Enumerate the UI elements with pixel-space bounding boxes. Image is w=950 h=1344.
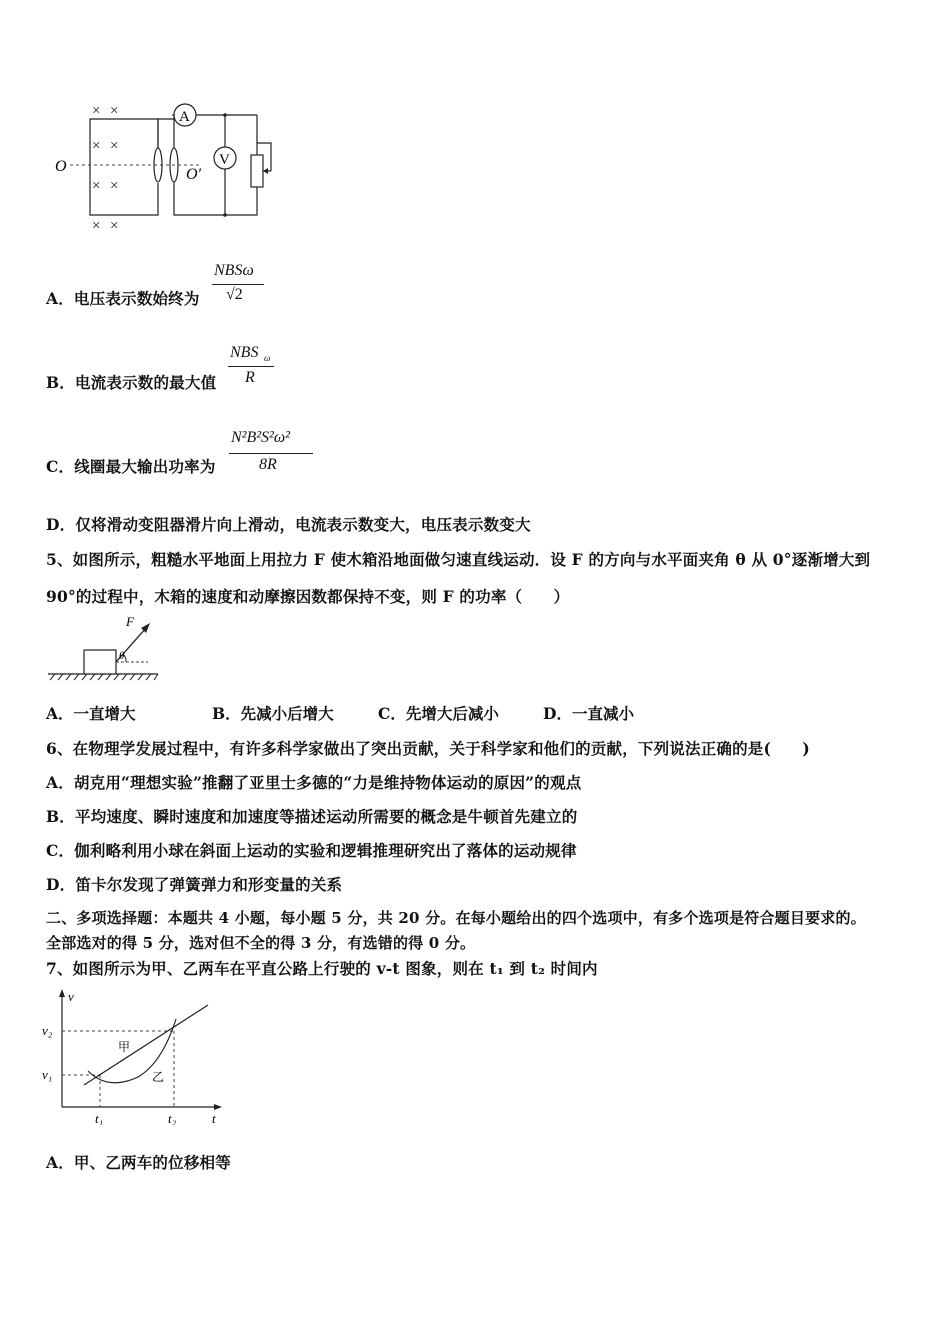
q5-stem-line1: 5、如图所示，粗糙水平地面上用拉力 F 使木箱沿地面做匀速直线运动．设 F 的方向与水平面夹角 θ 从 0°逐渐增大到 bbox=[46, 550, 871, 569]
label-F: F bbox=[126, 614, 134, 629]
formula-denominator: √2 bbox=[226, 286, 243, 303]
option-4b: B．电流表示数的最大值 bbox=[46, 373, 217, 392]
label-t2: t₂ bbox=[168, 1111, 177, 1125]
magnetic-field-crosses bbox=[92, 103, 118, 234]
q6-stem: 6、在物理学发展过程中，有许多科学家做出了突出贡献，关于科学家和他们的贡献，下列说法正确的是( ) bbox=[46, 739, 810, 758]
formula-subscript: ω bbox=[264, 353, 271, 363]
option-7a: A．甲、乙两车的位移相等 bbox=[46, 1153, 231, 1172]
box-force-diagram bbox=[46, 614, 166, 684]
option-5b: B．先减小后增大 bbox=[212, 704, 334, 723]
option-6d: D．笛卡尔发现了弹簧弹力和形变量的关系 bbox=[46, 875, 343, 894]
formula-4c bbox=[229, 429, 319, 477]
cross-mark: × bbox=[110, 218, 119, 234]
option-5c: C．先增大后减小 bbox=[378, 704, 499, 723]
cross-mark: × bbox=[110, 178, 119, 194]
option-4a: A．电压表示数始终为 bbox=[46, 289, 200, 308]
cross-mark: × bbox=[92, 103, 101, 119]
ammeter-label: A bbox=[179, 109, 190, 125]
q7-stem: 7、如图所示为甲、乙两车在平直公路上行驶的 v-t 图象，则在 t₁ 到 t₂ 时间内 bbox=[46, 959, 598, 978]
circuit-diagram bbox=[50, 95, 290, 240]
formula-numerator: NBS bbox=[230, 344, 259, 361]
cross-mark: × bbox=[110, 103, 119, 119]
label-O: O bbox=[55, 158, 67, 175]
cross-mark: × bbox=[92, 178, 101, 194]
label-t1: t₁ bbox=[95, 1111, 104, 1125]
option-6b: B．平均速度、瞬时速度和加速度等描述运动所需要的概念是牛顿首先建立的 bbox=[46, 807, 578, 826]
formula-denominator: 8R bbox=[259, 456, 277, 473]
coil-loop bbox=[90, 119, 158, 215]
option-5d: D．一直减小 bbox=[543, 704, 634, 723]
option-6c: C．伽利略利用小球在斜面上运动的实验和逻辑推理研究出了落体的运动规律 bbox=[46, 841, 577, 860]
label-v1: v₁ bbox=[42, 1067, 53, 1082]
cross-mark: × bbox=[92, 138, 101, 154]
vt-graph bbox=[40, 985, 230, 1125]
option-6a: A．胡克用“理想实验”推翻了亚里士多德的“力是维持物体运动的原因”的观点 bbox=[46, 773, 582, 792]
formula-denominator: R bbox=[245, 369, 255, 386]
formula-4b bbox=[228, 344, 284, 392]
section2-heading-line2: 全部选对的得 5 分，选对但不全的得 3 分，有选错的得 0 分。 bbox=[46, 934, 476, 952]
formula-numerator: NBSω bbox=[214, 262, 254, 279]
option-5a: A．一直增大 bbox=[46, 704, 136, 723]
option-4d: D．仅将滑动变阻器滑片向上滑动，电流表示数变大，电压表示数变大 bbox=[46, 515, 531, 534]
option-4c: C．线圈最大输出功率为 bbox=[46, 457, 216, 476]
wooden-box bbox=[84, 650, 116, 674]
ground-hatch bbox=[50, 674, 158, 680]
cross-mark: × bbox=[110, 138, 119, 154]
axis-label-t: t bbox=[212, 1111, 216, 1125]
cross-mark: × bbox=[92, 218, 101, 234]
line-jia bbox=[84, 1005, 208, 1085]
q5-stem-line2: 90°的过程中，木箱的速度和动摩擦因数都保持不变，则 F 的功率（ ） bbox=[46, 587, 570, 606]
rheostat-icon bbox=[251, 155, 263, 187]
axis-label-v: v bbox=[68, 989, 74, 1004]
label-theta: θ bbox=[119, 650, 125, 662]
voltmeter-label: V bbox=[219, 152, 230, 168]
formula-numerator: N²B²S²ω² bbox=[231, 429, 290, 446]
section2-heading-line1: 二、多项选择题：本题共 4 小题，每小题 5 分，共 20 分。在每小题给出的四个选项中，有多个选项是符合题目要求的。 bbox=[46, 909, 866, 927]
label-yi: 乙 bbox=[152, 1070, 165, 1084]
formula-4a bbox=[212, 262, 268, 310]
label-jia: 甲 bbox=[118, 1040, 131, 1054]
label-O-prime: O′ bbox=[186, 166, 202, 183]
label-v2: v₂ bbox=[42, 1023, 53, 1038]
